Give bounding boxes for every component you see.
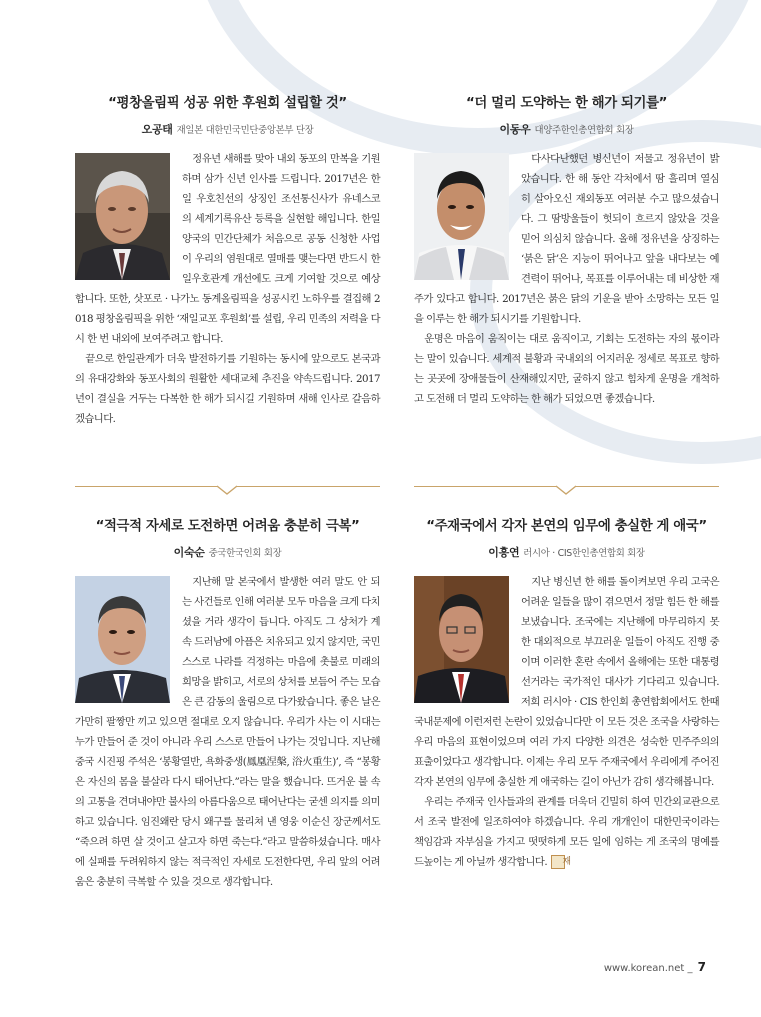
paragraph: 지난해 말 본국에서 발생한 여러 말도 안 되는 사건들로 인해 여러분 모두 마음을 크게 다치셨을 거라 생각이 듭니다. 아직도 그 상처가 계속 드러남에 아픔은 치유되고 있지 않지만, 국민 스스로 나라를 걱정하는 마음에 촛불로 미래의 희망을 밝히고, 서로의 상처를 보듬어 주는 모습은 큰 감동의 울림으로 다가왔습니다. 좋은 날은 가만히 팔짱만 끼고 있으면 절대로 오지 않습니다. 우리가 사는 이 시대는 누가 만들어 준 것이 아니라 우리 스스로 만들어 나가는 것입니다. 지난해 중국 시진핑 주석은 ‘봉황열반, 욕화중생(鳳凰涅槃, 浴火重生)’, 즉 “봉황은 자신의 몸을 불살라 다시 태어난다.”라는 말을 했습니다. 뜨거운 불 속의 고통을 견뎌내야만 불사의 아름다움으로 태어난다는 굳센 의지를 의미하고 있습니다. 임진왜란 당시 왜구를 물리쳐 낸 영웅 이순신 장군께서도 “죽으려 하면 살 것이고 살고자 하면 죽는다.”라고 말씀하셨습니다. 매사에 실패를 두려워하지 않는 적극적인 자세로 도전한다면, 우리 앞의 어려움은 충분히 극복할 수 있을 것으로 생각합니다.: [75, 576, 380, 888]
article-title: “적극적 자세로 도전하면 어려움 충분히 극복”: [95, 519, 360, 534]
paragraph: 운명은 마음이 움직이는 대로 움직이고, 기회는 도전하는 자의 몫이라는 말이 있습니다. 세계적 불황과 국내외의 어지러운 정세로 목표로 향하는 곳곳에 장애물들이 산재해있지만, 굴하지 않고 힘차게 운명을 개척하고 도전해 더 멀리 도약하는 한 해가 되었으면 좋겠습니다.: [414, 333, 719, 405]
article-4: [414, 515, 719, 872]
article-3: [75, 515, 380, 892]
article-title: “주재국에서 각자 본연의 임무에 충실한 게 애국”: [426, 519, 707, 534]
article-body: [414, 572, 719, 872]
paragraph: 정유년 새해를 맞아 내외 동포의 만복을 기원하며 삼가 신년 인사를 드립니다. 2017년은 한일 우호친선의 상징인 조선통신사가 유네스코의 세계기록유산 등록을 실현할 해입니다. 한일 양국의 민간단체가 처음으로 공동 신청한 사업이 우리의 염원대로 열매를 맺는다면 반드시 한일우호관계 개선에도 크게 기여할 것으로 예상합니다. 또한, 삿포로 · 나가노 동계올림픽을 성공시킨 노하우를 결집해 2018 평창올림픽을 위한 ‘재일교포 후원회’를 설립, 우리 민족의 저력을 다시 한 번 내외에 보여주려고 합니다.: [75, 153, 380, 345]
author-name: 오공태: [141, 123, 173, 136]
paragraph: 지난 병신년 한 해를 돌이켜보면 우리 고국은 어려운 일들을 많이 겪으면서 정말 힘든 한 해를 보냈습니다. 조국에는 지난해에 마무리하지 못한 대외적으로 부끄러운 일들이 아직도 진행 중이며 이러한 혼란 속에서 올해에는 또한 대통령 선거라는 국가적인 대사가 기다리고 있습니다. 저희 러시아 · CIS 한인회 총연합회에서도 한때 국내문제에 이런저런 논란이 있었습니다만 이 모든 것은 조국을 사랑하는 우리 마음의 표현이었으며 여러 가지 다양한 의견은 성숙한 민주주의의 표출이었다고 생각합니다. 이제는 우리 모두 주재국에서 우리에게 주어진 각자 본연의 임무에 충실한 게 애국하는 길이 아닌가 감히 생각해봅니다.: [414, 576, 719, 788]
byline: [414, 544, 719, 560]
byline: [75, 544, 380, 560]
article-body: [75, 149, 380, 429]
footer-site: www.korean.net _: [603, 963, 696, 974]
article-body: [414, 149, 719, 409]
end-mark-icon: 재: [551, 855, 565, 869]
paragraph: [414, 792, 719, 872]
article-title: “평창올림픽 성공 위한 후원회 설립할 것”: [108, 96, 347, 111]
author-name: 이흥연: [488, 546, 520, 559]
byline: [75, 121, 380, 137]
author-role: 재일본 대한민국민단중앙본부 단장: [176, 125, 314, 136]
author-photo: [414, 576, 509, 703]
page-number: 7: [697, 960, 706, 974]
article-2: [414, 92, 719, 409]
article-title: “더 멀리 도약하는 한 해가 되기를”: [465, 96, 668, 111]
author-name: 이동우: [499, 123, 531, 136]
author-photo: [75, 153, 170, 280]
author-role: 대양주한인총연합회 회장: [534, 125, 634, 136]
author-role: 러시아 · CIS한인총연합회 회장: [523, 548, 645, 559]
author-name: 이숙순: [173, 546, 205, 559]
paragraph: 다사다난했던 병신년이 저물고 정유년이 밝았습니다. 한 해 동안 각처에서 땀 흘리며 열심히 살아오신 재외동포 여러분 수고 많으셨습니다. 그 땀방울들이 헛되이 흐르지 않았을 것을 믿어 의심치 않습니다. 올해 정유년을 상징하는 ‘붉은 닭’은 지능이 뛰어나고 앞을 내다보는 예견력이 뛰어나, 목표를 이루어내는 데 비상한 재주가 있다고 합니다. 2017년은 붉은 닭의 기운을 받아 소망하는 모든 일을 이루는 한 해가 되시기를 기원합니다.: [414, 153, 719, 325]
byline: [414, 121, 719, 137]
article-body: [75, 572, 380, 892]
section-divider: [414, 483, 719, 497]
paragraph: 끝으로 한일관계가 더욱 발전하기를 기원하는 동시에 앞으로도 본국과의 유대강화와 동포사회의 원활한 세대교체 추진을 약속드립니다. 2017년이 결실을 거두는 다복한 한 해가 되시길 기원하며 새해 인사로 갈음하겠습니다.: [75, 353, 380, 425]
author-photo: [75, 576, 170, 703]
section-divider: [75, 483, 380, 497]
article-1: [75, 92, 380, 429]
author-photo: [414, 153, 509, 280]
author-role: 중국한국인회 회장: [208, 548, 282, 559]
page-footer: [604, 960, 706, 974]
paragraph-text: 우리는 주재국 인사들과의 관계를 더욱더 긴밀히 하여 민간외교관으로서 조국 발전에 일조하여야 하겠습니다. 우리 개개인이 대한민국이라는 책임감과 자부심을 가지고 떳떳하게 모든 일에 임하는 게 조국의 명예를 드높이는 게 아닐까 생각합니다.: [414, 796, 719, 868]
